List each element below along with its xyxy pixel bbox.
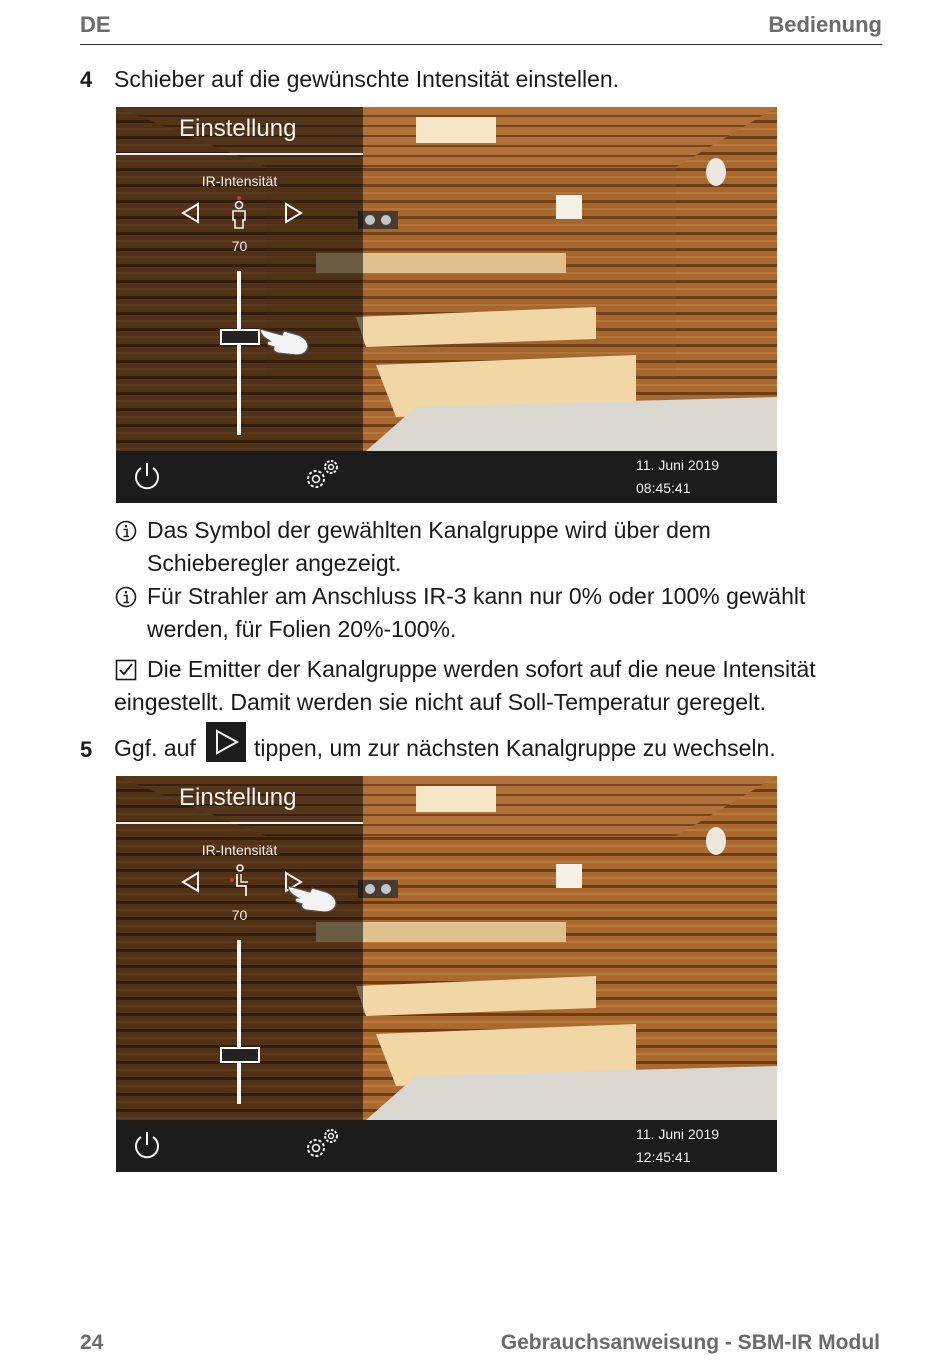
page-number: 24 xyxy=(80,1331,104,1354)
header-language: DE xyxy=(80,12,111,37)
power-icon[interactable] xyxy=(133,1130,161,1160)
next-channel-button xyxy=(206,722,246,762)
gear-icon[interactable] xyxy=(302,1126,342,1162)
pointing-hand-icon xyxy=(258,319,310,355)
person-sitting-icon xyxy=(228,864,250,898)
power-icon[interactable] xyxy=(133,461,161,491)
info-text-line: werden, für Folien 20%-100%. xyxy=(147,616,457,642)
device-screenshot xyxy=(116,107,777,503)
result-text-line: eingestellt. Damit werden sie nicht auf Soll-Temperatur geregelt. xyxy=(114,689,766,715)
info-text-line: Schieberegler angezeigt. xyxy=(147,550,402,576)
date-display: 11. Juni 2019 xyxy=(636,1126,720,1142)
header-section: Bedienung xyxy=(768,12,882,37)
arrow-left-icon[interactable] xyxy=(180,870,202,894)
arrow-right-icon[interactable] xyxy=(282,201,304,225)
intensity-slider[interactable] xyxy=(237,271,241,435)
step-text-before: Ggf. auf xyxy=(114,735,196,761)
step-text-after: tippen, um zur nächsten Kanalgruppe zu wechseln. xyxy=(254,735,776,761)
gear-icon[interactable] xyxy=(302,457,342,493)
document-title: Gebrauchsanweisung - SBM-IR Modul xyxy=(500,1331,880,1354)
date-display: 11. Juni 2019 xyxy=(636,457,720,473)
panel-title: Einstellung xyxy=(179,115,297,142)
step-text: Schieber auf die gewünschte Intensität einstellen. xyxy=(114,66,620,92)
intensity-slider[interactable] xyxy=(237,940,241,1104)
person-standing-icon xyxy=(228,195,250,229)
slider-handle[interactable] xyxy=(220,329,260,345)
status-bar xyxy=(116,451,777,503)
info-text-line: Das Symbol der gewählten Kanalgruppe wird über dem xyxy=(147,517,711,543)
step-number: 5 xyxy=(80,737,93,762)
panel-title-divider xyxy=(116,822,363,824)
intensity-label: IR-Intensität xyxy=(201,173,278,189)
step-number: 4 xyxy=(80,67,93,92)
sensor-icon xyxy=(358,880,398,898)
info-icon xyxy=(115,520,137,542)
intensity-label: IR-Intensität xyxy=(201,842,278,858)
header-divider xyxy=(80,44,882,45)
intensity-value: 70 xyxy=(231,238,248,254)
intensity-value: 70 xyxy=(231,907,248,923)
arrow-left-icon[interactable] xyxy=(180,201,202,225)
result-text-line: Die Emitter der Kanalgruppe werden sofort auf die neue Intensität xyxy=(147,656,816,682)
time-display: 12:45:41 xyxy=(636,1149,691,1165)
panel-title: Einstellung xyxy=(179,784,297,811)
info-icon xyxy=(115,586,137,608)
panel-title-divider xyxy=(116,153,363,155)
checkbox-checked-icon xyxy=(115,659,137,681)
time-display: 08:45:41 xyxy=(636,480,691,496)
info-text-line: Für Strahler am Anschluss IR-3 kann nur 0% oder 100% gewählt xyxy=(147,583,806,609)
slider-handle[interactable] xyxy=(220,1047,260,1063)
device-screenshot xyxy=(116,776,777,1172)
arrow-right-icon xyxy=(206,722,246,762)
status-bar xyxy=(116,1120,777,1172)
sensor-icon xyxy=(358,211,398,229)
